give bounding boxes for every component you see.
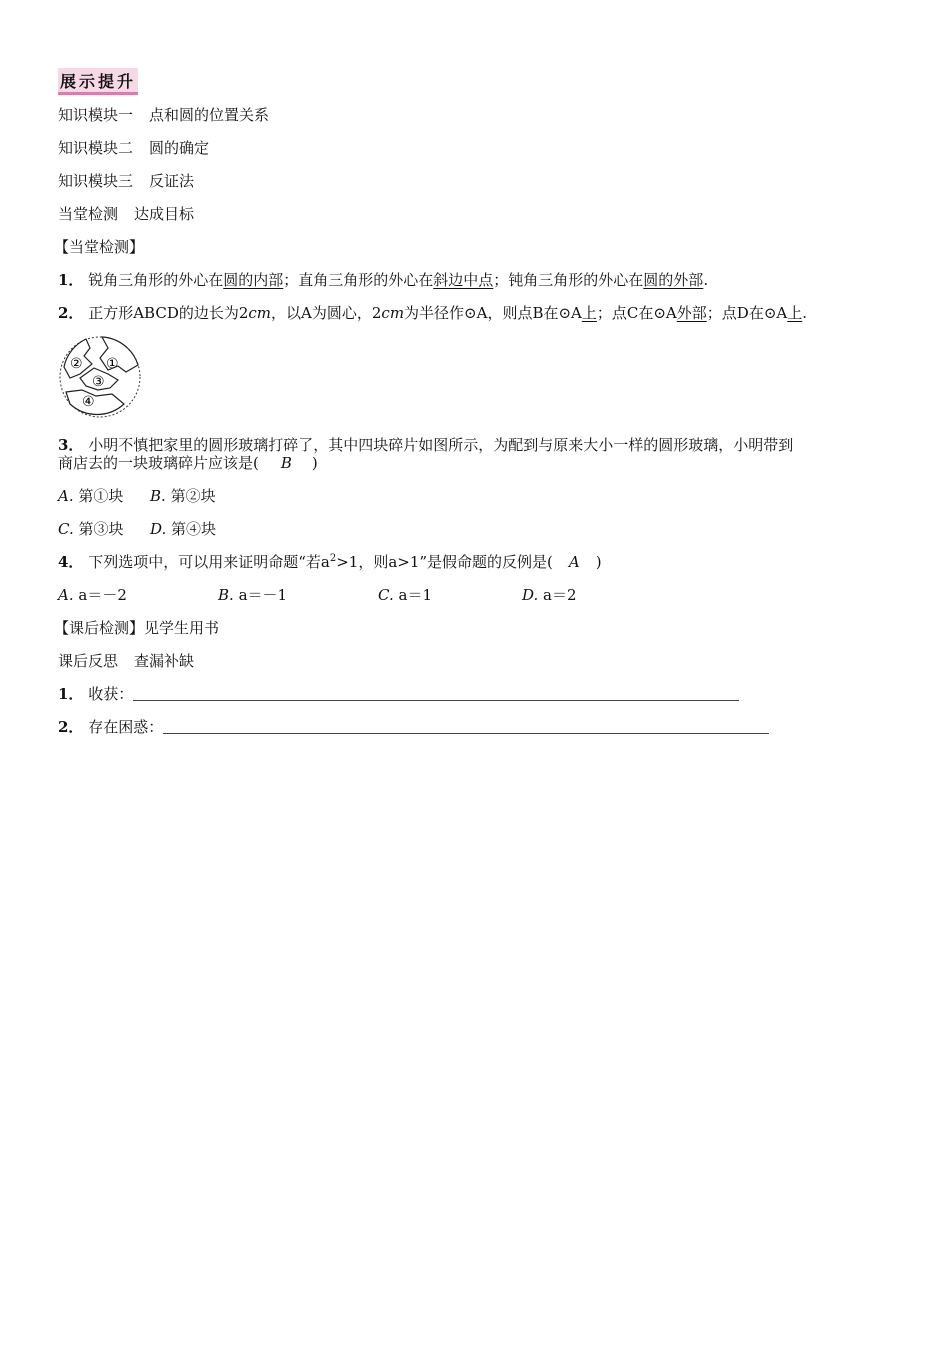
question-2 [58, 302, 807, 323]
q3-option-a-letter: A. [58, 487, 74, 505]
q2-text-3: 为半径作⊙A，则点B在⊙A [404, 304, 582, 322]
q4-option-a [58, 584, 127, 605]
module-1 [58, 104, 269, 125]
q3-answer: B [280, 454, 292, 472]
module-4 [58, 203, 194, 224]
q2-answer-2: 外部 [676, 304, 707, 322]
q2-text-6: . [802, 304, 808, 322]
r1-number: 1． [58, 685, 84, 703]
fragment-3-label: ③ [92, 374, 105, 390]
q4-option-d-text: a＝2 [543, 586, 577, 604]
reflection-title: 查漏补缺 [134, 652, 195, 670]
after-class-line [54, 617, 219, 638]
fragment-4-label: ④ [82, 394, 95, 410]
q3-text-line-1: 小明不慎把家里的圆形玻璃打碎了，其中四块碎片如图所示，为配到与原来大小一样的圆形玻璃，小明带到 [88, 436, 794, 454]
q3-option-b [150, 485, 216, 506]
module-3 [58, 170, 194, 191]
q3-option-d-text: 第④块 [171, 520, 217, 538]
module-4-title: 达成目标 [134, 205, 195, 223]
module-2 [58, 137, 209, 158]
q4-option-d [522, 584, 577, 605]
q1-number: 1． [58, 271, 84, 289]
r2-blank-line [163, 721, 769, 734]
q3-option-c [58, 518, 124, 539]
q4-number: 4． [58, 553, 84, 571]
module-1-title: 点和圆的位置关系 [149, 106, 270, 124]
q2-text-1: 正方形ABCD的边长为2 [88, 304, 249, 322]
reflection-line [58, 650, 194, 671]
q3-option-d [150, 518, 216, 539]
q3-option-d-letter: D. [150, 520, 167, 538]
q4-answer: A [568, 553, 580, 571]
module-2-name: 知识模块二 [58, 139, 134, 157]
r1-label: 收获： [88, 685, 134, 703]
q1-answer-2: 斜边中点 [433, 271, 494, 289]
q3-option-b-text: 第②块 [170, 487, 216, 505]
q4-option-c-letter: C. [378, 586, 394, 604]
q4-option-d-letter: D. [522, 586, 539, 604]
q2-answer-3: 上 [787, 304, 803, 322]
broken-glass-figure [56, 334, 146, 420]
q1-answer-3: 圆的外部 [643, 271, 704, 289]
fragment-1-label: ① [106, 356, 119, 372]
q3-option-a-text: 第①块 [78, 487, 124, 505]
q4-option-b-letter: B. [218, 586, 234, 604]
fragment-4-shape [66, 390, 124, 414]
after-class-text: 见学生用书 [144, 619, 220, 637]
q3-close: ) [311, 454, 318, 472]
q3-text-line-2: 商店去的一块玻璃碎片应该是( [58, 454, 259, 472]
q3-option-c-letter: C. [58, 520, 74, 538]
module-2-title: 圆的确定 [149, 139, 210, 157]
r1-blank-line [133, 688, 739, 701]
after-class-header: 【课后检测】 [54, 619, 145, 637]
q1-text-1: 锐角三角形的外心在 [88, 271, 224, 289]
r2-label: 存在困惑： [88, 718, 164, 736]
reflection-name: 课后反思 [58, 652, 119, 670]
q3-option-b-letter: B. [150, 487, 166, 505]
q4-text-2: >1，则a>1”是假命题的反例是( [336, 553, 553, 571]
module-3-name: 知识模块三 [58, 172, 134, 190]
reflection-item-1 [58, 683, 739, 704]
fragment-2-label: ② [70, 356, 83, 372]
q4-text-1: 下列选项中，可以用来证明命题“若a [88, 553, 330, 571]
q4-option-a-text: a＝－2 [78, 586, 127, 604]
q4-option-c [378, 584, 432, 605]
class-check-header: 【当堂检测】 [54, 238, 145, 256]
question-4 [58, 551, 602, 572]
q4-superscript: 2 [329, 553, 337, 564]
question-1 [58, 269, 708, 290]
q2-text-5: ；点D在⊙A [706, 304, 788, 322]
reflection-item-2 [58, 716, 769, 737]
q3-option-c-text: 第③块 [78, 520, 124, 538]
module-4-name: 当堂检测 [58, 205, 119, 223]
q2-unit-1: cm [248, 304, 272, 322]
q4-option-b [218, 584, 287, 605]
q4-close: ) [595, 553, 602, 571]
module-3-title: 反证法 [149, 172, 195, 190]
q3-option-a [58, 485, 123, 506]
q2-answer-1: 上 [581, 304, 597, 322]
q2-text-4: ；点C在⊙A [596, 304, 677, 322]
r2-number: 2． [58, 718, 84, 736]
q4-option-c-text: a＝1 [398, 586, 432, 604]
q3-number: 3． [58, 436, 84, 454]
q4-option-a-letter: A. [58, 586, 74, 604]
q2-unit-2: cm [381, 304, 405, 322]
q2-number: 2． [58, 304, 84, 322]
q1-text-2: ；直角三角形的外心在 [283, 271, 434, 289]
module-1-name: 知识模块一 [58, 106, 134, 124]
q2-text-2: ，以A为圆心，2 [271, 304, 382, 322]
q1-text-4: . [703, 271, 709, 289]
q1-answer-1: 圆的内部 [223, 271, 284, 289]
question-3-line-2 [58, 452, 318, 473]
q4-option-b-text: a＝－1 [238, 586, 288, 604]
section-badge: 展示提升 [58, 68, 138, 95]
q1-text-3: ；钝角三角形的外心在 [493, 271, 644, 289]
